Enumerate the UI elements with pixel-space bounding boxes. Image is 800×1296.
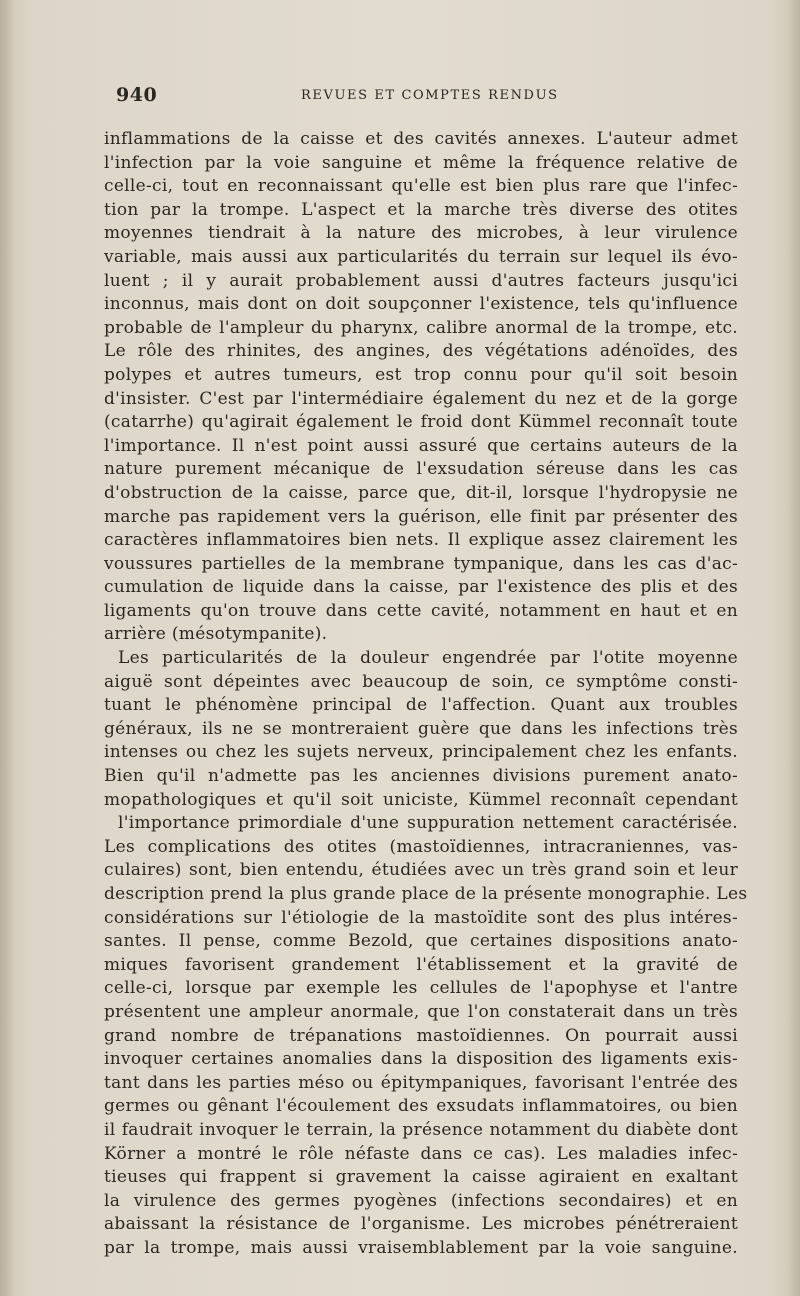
text-line: Körner a montré le rôle néfaste dans ce cas). Les maladies infec- bbox=[104, 1143, 738, 1164]
text-line: tant dans les parties méso ou épitympaniques, favorisant l'entrée des bbox=[104, 1072, 738, 1093]
text-line: Le rôle des rhinites, des angines, des végétations adénoïdes, des bbox=[104, 341, 738, 362]
text-line: l'infection par la voie sanguine et même la fréquence relative de bbox=[104, 152, 738, 173]
text-line: miques favorisent grandement l'établissement et la gravité de bbox=[104, 954, 738, 975]
text-line: intenses ou chez les sujets nerveux, principalement chez les enfants. bbox=[104, 742, 738, 763]
text-line: nature purement mécanique de l'exsudation séreuse dans les cas bbox=[104, 459, 738, 480]
text-line: Les particularités de la douleur engendrée par l'otite moyenne bbox=[118, 648, 738, 669]
text-line: aiguë sont dépeintes avec beaucoup de soin, ce symptôme consti- bbox=[104, 671, 738, 692]
text-line: grand nombre de trépanations mastoïdiennes. On pourrait aussi bbox=[104, 1025, 738, 1046]
text-line: probable de l'ampleur du pharynx, calibre anormal de la trompe, etc. bbox=[104, 317, 738, 338]
text-line: considérations sur l'étiologie de la mastoïdite sont des plus intéres- bbox=[104, 907, 738, 928]
text-line: caractères inflammatoires bien nets. Il explique assez clairement les bbox=[104, 530, 738, 551]
running-head: REVUES ET COMPTES RENDUS bbox=[301, 88, 559, 103]
text-line: la virulence des germes pyogènes (infections secondaires) et en bbox=[104, 1190, 738, 1211]
text-line: d'insister. C'est par l'intermédiaire également du nez et de la gorge bbox=[104, 388, 738, 409]
body-text bbox=[104, 128, 748, 1261]
text-line: tieuses qui frappent si gravement la caisse agiraient en exaltant bbox=[104, 1167, 738, 1188]
text-line: luent ; il y aurait probablement aussi d'autres facteurs jusqu'ici bbox=[104, 270, 738, 291]
text-line: santes. Il pense, comme Bezold, que certaines dispositions anato- bbox=[104, 931, 738, 952]
text-line: tion par la trompe. L'aspect et la marche très diverse des otites bbox=[104, 199, 738, 220]
text-line: variable, mais aussi aux particularités du terrain sur lequel ils évo- bbox=[104, 246, 738, 267]
text-line: généraux, ils ne se montreraient guère que dans les infections très bbox=[104, 718, 738, 739]
text-line: d'obstruction de la caisse, parce que, dit-il, lorsque l'hydropysie ne bbox=[104, 482, 738, 503]
page-header bbox=[116, 84, 736, 112]
text-line: Bien qu'il n'admette pas les anciennes divisions purement anato- bbox=[104, 766, 738, 787]
text-line: inconnus, mais dont on doit soupçonner l'existence, tels qu'influence bbox=[104, 294, 738, 315]
text-line: abaissant la résistance de l'organisme. Les microbes pénétreraient bbox=[104, 1214, 738, 1235]
text-line: description prend la plus grande place de la présente monographie. Les bbox=[104, 884, 748, 904]
text-line: polypes et autres tumeurs, est trop connu pour qu'il soit besoin bbox=[104, 364, 738, 385]
text-line: germes ou gênant l'écoulement des exsudats inflammatoires, ou bien bbox=[104, 1096, 738, 1117]
text-line: mopathologiques et qu'il soit uniciste, Kümmel reconnaît cependant bbox=[104, 789, 738, 810]
text-line: ligaments qu'on trouve dans cette cavité, notamment en haut et en bbox=[104, 600, 738, 621]
text-line: culaires) sont, bien entendu, étudiées avec un très grand soin et leur bbox=[104, 860, 738, 881]
text-line: invoquer certaines anomalies dans la disposition des ligaments exis- bbox=[104, 1049, 738, 1070]
text-line: celle-ci, tout en reconnaissant qu'elle est bien plus rare que l'infec- bbox=[104, 176, 738, 197]
text-line: arrière (mésotympanite). bbox=[104, 624, 328, 645]
text-line: présentent une ampleur anormale, que l'on constaterait dans un très bbox=[104, 1001, 738, 1022]
text-line: voussures partielles de la membrane tympanique, dans les cas d'ac- bbox=[104, 553, 738, 574]
text-line: l'importance. Il n'est point aussi assuré que certains auteurs de la bbox=[104, 435, 738, 456]
page-number: 940 bbox=[116, 84, 158, 106]
text-line: moyennes tiendrait à la nature des microbes, à leur virulence bbox=[104, 223, 738, 244]
text-line: cumulation de liquide dans la caisse, par l'existence des plis et des bbox=[104, 577, 738, 598]
text-line: Les complications des otites (mastoïdiennes, intracraniennes, vas- bbox=[104, 836, 738, 857]
text-line: inflammations de la caisse et des cavités annexes. L'auteur admet bbox=[104, 129, 738, 149]
text-line: marche pas rapidement vers la guérison, elle finit par présenter des bbox=[104, 506, 738, 527]
text-line: tuant le phénomène principal de l'affection. Quant aux troubles bbox=[104, 695, 738, 716]
text-line: l'importance primordiale d'une suppuration nettement caractérisée. bbox=[118, 813, 738, 834]
text-line: il faudrait invoquer le terrain, la présence notamment du diabète dont bbox=[104, 1119, 738, 1140]
text-line: celle-ci, lorsque par exemple les cellules de l'apophyse et l'antre bbox=[104, 978, 738, 999]
text-line: (catarrhe) qu'agirait également le froid dont Kümmel reconnaît toute bbox=[104, 412, 738, 433]
text-line: par la trompe, mais aussi vraisemblablement par la voie sanguine. bbox=[104, 1237, 738, 1258]
